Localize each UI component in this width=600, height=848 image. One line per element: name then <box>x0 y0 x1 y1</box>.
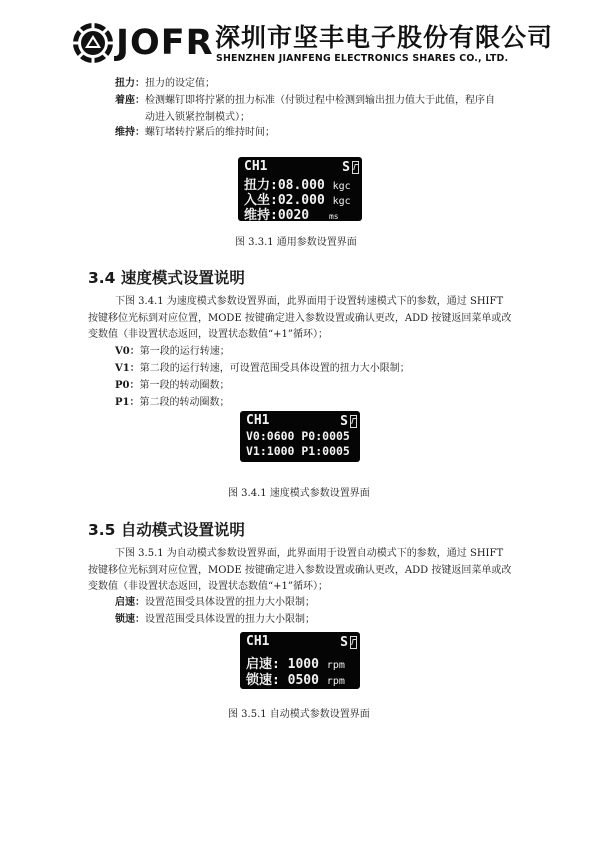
lcd-row-1: V0:0600 P0:0005 <box>246 429 350 443</box>
param-term: 启速： <box>115 597 145 608</box>
param-seating-cont: 动进入锁紧控制模式）； <box>145 112 250 123</box>
param-v1 <box>115 360 410 377</box>
param-term: P0： <box>115 380 140 391</box>
param-desc: 扭力的设定值； <box>145 78 215 89</box>
param-torque <box>115 75 215 92</box>
para-line: 下图 3.4.1 为速度模式参数设置界面，此界面用于设置转速模式下的参数，通过 SHIFT <box>115 296 504 307</box>
lcd-channel: CH1 <box>246 413 270 428</box>
lcd-value: 1000 <box>287 657 319 672</box>
para-line: 下图 3.5.1 为自动模式参数设置界面，此界面用于设置自动模式下的参数，通过 SHIFT <box>115 548 504 559</box>
param-desc: 第一段的转动圈数； <box>139 380 230 391</box>
para-line: 按键移位光标到对应位置，MODE 按键确定进入参数设置或确认更改，ADD 按键返回菜单或改 <box>88 313 512 324</box>
gear-logo-icon <box>72 22 114 64</box>
param-term: 锁速： <box>115 614 145 625</box>
param-desc: 第二段的运行转速，可设置范围受具体设置的扭力大小限制； <box>139 363 410 374</box>
lcd-channel: CH1 <box>246 634 270 649</box>
lcd-unit: rpm <box>326 660 345 671</box>
lcd-unit: kgc <box>332 181 351 192</box>
lcd-value: 0020 <box>277 208 310 223</box>
figure-caption-3-4-1: 图 3.4.1 速度模式参数设置界面 <box>228 488 370 499</box>
para-line: 按键移位光标到对应位置，MODE 按键确定进入参数设置或确认更改，ADD 按键返回菜单或改 <box>88 565 512 576</box>
section-heading-3-5: 3.5 自动模式设置说明 <box>88 521 245 539</box>
param-desc: 设置范围受具体设置的扭力大小限制； <box>145 597 315 608</box>
lcd-label: 启速: <box>246 657 280 672</box>
lcd-status-s: S <box>340 414 348 429</box>
param-desc: 设置范围受具体设置的扭力大小限制； <box>145 614 315 625</box>
lcd-label: 扭力: <box>244 178 278 193</box>
lcd-general-params <box>238 157 362 221</box>
lcd-auto-mode <box>240 632 360 689</box>
para-line: 变数值（非设置状态返回，设置状态数值“+1”循环）； <box>88 581 328 592</box>
lcd-speed-mode <box>240 411 360 462</box>
param-term: 扭力： <box>115 78 145 89</box>
lcd-value: 02.000 <box>277 193 325 208</box>
param-hold <box>115 124 275 141</box>
battery-icon <box>350 636 357 649</box>
param-term: V0： <box>115 346 140 357</box>
lcd-value: 08.000 <box>277 178 325 193</box>
lcd-unit: ms <box>328 212 339 221</box>
lcd-row-lock-speed <box>246 669 345 688</box>
page-header <box>72 22 554 70</box>
company-name-en: SHENZHEN JIANFENG ELECTRONICS SHARES CO., LTD. <box>216 53 509 64</box>
param-lock-speed <box>115 611 315 628</box>
lcd-label: 维持: <box>244 208 278 223</box>
lcd-value: 0500 <box>287 673 319 688</box>
param-seating <box>115 92 495 109</box>
param-v0 <box>115 343 230 360</box>
brand-logo-text: JOFR <box>116 23 214 63</box>
param-desc: 检测螺钉即将拧紧的扭力标准（付锁过程中检测到输出扭力值大于此值，程序自 <box>145 95 495 106</box>
param-term: 着座： <box>115 95 145 106</box>
param-desc: 第二段的转动圈数； <box>139 397 230 408</box>
figure-caption-3-5-1: 图 3.5.1 自动模式参数设置界面 <box>228 709 370 720</box>
lcd-unit: rpm <box>326 676 345 687</box>
param-term: P1： <box>115 397 140 408</box>
param-p0 <box>115 377 229 394</box>
param-desc: 螺钉堵转拧紧后的维持时间； <box>145 127 275 138</box>
battery-icon <box>350 415 357 428</box>
lcd-label: 锁速: <box>246 673 280 688</box>
lcd-row-hold <box>244 204 339 223</box>
para-line: 变数值（非设置状态返回，设置状态数值“+1”循环）； <box>88 329 328 340</box>
param-desc: 第一段的运行转速； <box>139 346 230 357</box>
lcd-row-2: V1:1000 P1:0005 <box>246 444 350 458</box>
param-p1 <box>115 394 229 411</box>
param-start-speed <box>115 594 315 611</box>
param-term: V1： <box>115 363 140 374</box>
lcd-label: 入坐: <box>244 193 278 208</box>
company-name-cn: 深圳市坚丰电子股份有限公司 <box>215 23 554 52</box>
lcd-status-s: S <box>342 160 350 175</box>
lcd-channel: CH1 <box>244 159 268 174</box>
lcd-unit: kgc <box>332 196 351 207</box>
lcd-status-s: S <box>340 635 348 650</box>
section-heading-3-4: 3.4 速度模式设置说明 <box>88 269 245 287</box>
figure-caption-3-3-1: 图 3.3.1 通用参数设置界面 <box>235 237 357 248</box>
param-term: 维持： <box>115 127 145 138</box>
battery-icon <box>352 161 359 174</box>
